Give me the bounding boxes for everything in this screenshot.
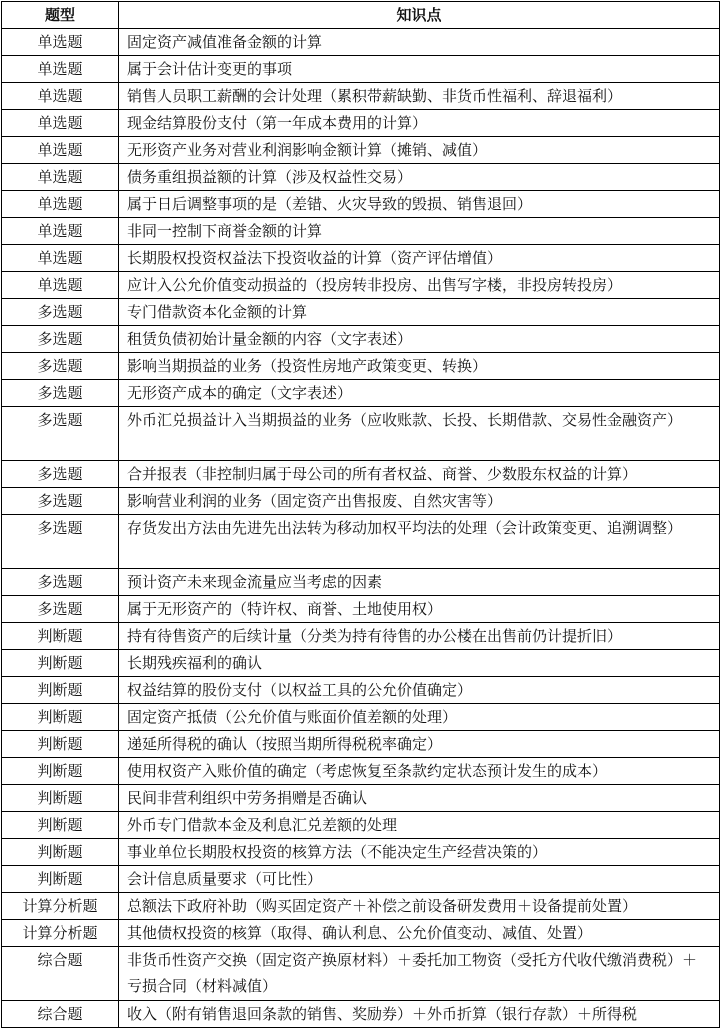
table-row: [2, 245, 720, 272]
question-type-cell: 多选题: [2, 461, 119, 488]
question-type-cell: 单选题: [2, 137, 119, 164]
knowledge-point-cell: 持有待售资产的后续计量（分类为持有待售的办公楼在出售前仍计提折旧）: [119, 623, 720, 650]
knowledge-point-cell: 其他债权投资的核算（取得、确认利息、公允价值变动、减值、处置）: [119, 920, 720, 947]
table-row: [2, 650, 720, 677]
table-body: [2, 29, 720, 1028]
question-type-cell: 计算分析题: [2, 920, 119, 947]
table-row: [2, 218, 720, 245]
knowledge-point-cell: 收入（附有销售退回条款的销售、奖励券）＋外币折算（银行存款）＋所得税: [119, 1001, 720, 1028]
knowledge-point-cell: 使用权资产入账价值的确定（考虑恢复至条款约定状态预计发生的成本）: [119, 758, 720, 785]
table-row: [2, 947, 720, 1001]
table-row: [2, 839, 720, 866]
table-row: [2, 1001, 720, 1028]
knowledge-point-cell: 现金结算股份支付（第一年成本费用的计算）: [119, 110, 720, 137]
knowledge-point-cell: 民间非营利组织中劳务捐赠是否确认: [119, 785, 720, 812]
question-type-cell: 单选题: [2, 29, 119, 56]
question-type-cell: 单选题: [2, 110, 119, 137]
table-row: [2, 380, 720, 407]
question-type-cell: 多选题: [2, 299, 119, 326]
table-row: [2, 785, 720, 812]
table-row: [2, 569, 720, 596]
knowledge-point-cell: 属于日后调整事项的是（差错、火灾导致的毁损、销售退回）: [119, 191, 720, 218]
exam-knowledge-table: [1, 1, 720, 1028]
question-type-cell: 单选题: [2, 164, 119, 191]
header-row: [2, 2, 720, 29]
table-row: [2, 596, 720, 623]
table-row: [2, 893, 720, 920]
knowledge-point-cell: 固定资产减值准备金额的计算: [119, 29, 720, 56]
table-row: [2, 488, 720, 515]
knowledge-point-cell: 存货发出方法由先进先出法转为移动加权平均法的处理（会计政策变更、追溯调整）: [119, 515, 720, 569]
knowledge-point-cell: 非货币性资产交换（固定资产换原材料）＋委托加工物资（受托方代收代缴消费税）＋亏损合同（材料减值）: [119, 947, 720, 1001]
question-type-cell: 多选题: [2, 596, 119, 623]
table-row: [2, 461, 720, 488]
table-row: [2, 299, 720, 326]
question-type-cell: 多选题: [2, 569, 119, 596]
question-type-cell: 单选题: [2, 83, 119, 110]
knowledge-point-cell: 销售人员职工薪酬的会计处理（累积带薪缺勤、非货币性福利、辞退福利）: [119, 83, 720, 110]
question-type-cell: 多选题: [2, 407, 119, 461]
table-row: [2, 164, 720, 191]
table-row: [2, 677, 720, 704]
question-type-cell: 判断题: [2, 785, 119, 812]
knowledge-point-cell: 固定资产抵债（公允价值与账面价值差额的处理）: [119, 704, 720, 731]
header-knowledge-point: 知识点: [119, 2, 720, 29]
knowledge-point-cell: 非同一控制下商誉金额的计算: [119, 218, 720, 245]
knowledge-point-cell: 递延所得税的确认（按照当期所得税税率确定）: [119, 731, 720, 758]
knowledge-point-cell: 债务重组损益额的计算（涉及权益性交易）: [119, 164, 720, 191]
table-row: [2, 407, 720, 461]
knowledge-point-cell: 租赁负债初始计量金额的内容（文字表述）: [119, 326, 720, 353]
table-row: [2, 623, 720, 650]
knowledge-point-cell: 长期股权投资权益法下投资收益的计算（资产评估增值）: [119, 245, 720, 272]
table-row: [2, 758, 720, 785]
question-type-cell: 判断题: [2, 731, 119, 758]
knowledge-point-cell: 会计信息质量要求（可比性）: [119, 866, 720, 893]
question-type-cell: 计算分析题: [2, 893, 119, 920]
knowledge-point-cell: 外币专门借款本金及利息汇兑差额的处理: [119, 812, 720, 839]
header-question-type: 题型: [2, 2, 119, 29]
knowledge-point-cell: 合并报表（非控制归属于母公司的所有者权益、商誉、少数股东权益的计算）: [119, 461, 720, 488]
knowledge-point-cell: 专门借款资本化金额的计算: [119, 299, 720, 326]
question-type-cell: 多选题: [2, 515, 119, 569]
table-row: [2, 110, 720, 137]
question-type-cell: 多选题: [2, 326, 119, 353]
question-type-cell: 判断题: [2, 839, 119, 866]
knowledge-point-cell: 影响营业利润的业务（固定资产出售报废、自然灾害等）: [119, 488, 720, 515]
table-row: [2, 83, 720, 110]
knowledge-point-cell: 属于会计估计变更的事项: [119, 56, 720, 83]
knowledge-point-cell: 事业单位长期股权投资的核算方法（不能决定生产经营决策的）: [119, 839, 720, 866]
question-type-cell: 判断题: [2, 704, 119, 731]
table-row: [2, 326, 720, 353]
knowledge-point-cell: 预计资产未来现金流量应当考虑的因素: [119, 569, 720, 596]
question-type-cell: 多选题: [2, 380, 119, 407]
table-row: [2, 272, 720, 299]
question-type-cell: 判断题: [2, 758, 119, 785]
question-type-cell: 判断题: [2, 677, 119, 704]
knowledge-point-cell: 影响当期损益的业务（投资性房地产政策变更、转换）: [119, 353, 720, 380]
knowledge-point-cell: 应计入公允价值变动损益的（投房转非投房、出售写字楼，非投房转投房）: [119, 272, 720, 299]
knowledge-point-cell: 长期残疾福利的确认: [119, 650, 720, 677]
question-type-cell: 单选题: [2, 56, 119, 83]
table-row: [2, 29, 720, 56]
question-type-cell: 综合题: [2, 947, 119, 1001]
question-type-cell: 判断题: [2, 623, 119, 650]
table-row: [2, 515, 720, 569]
knowledge-point-cell: 属于无形资产的（特许权、商誉、土地使用权）: [119, 596, 720, 623]
knowledge-point-cell: 外币汇兑损益计入当期损益的业务（应收账款、长投、长期借款、交易性金融资产）: [119, 407, 720, 461]
table-row: [2, 866, 720, 893]
question-type-cell: 单选题: [2, 245, 119, 272]
question-type-cell: 综合题: [2, 1001, 119, 1028]
question-type-cell: 判断题: [2, 866, 119, 893]
table-row: [2, 191, 720, 218]
question-type-cell: 多选题: [2, 488, 119, 515]
question-type-cell: 单选题: [2, 218, 119, 245]
knowledge-point-cell: 无形资产成本的确定（文字表述）: [119, 380, 720, 407]
knowledge-point-cell: 权益结算的股份支付（以权益工具的公允价值确定）: [119, 677, 720, 704]
table-row: [2, 137, 720, 164]
question-type-cell: 判断题: [2, 812, 119, 839]
table-row: [2, 920, 720, 947]
table-row: [2, 56, 720, 83]
question-type-cell: 单选题: [2, 191, 119, 218]
table-row: [2, 812, 720, 839]
table-row: [2, 704, 720, 731]
knowledge-point-cell: 总额法下政府补助（购买固定资产＋补偿之前设备研发费用＋设备提前处置）: [119, 893, 720, 920]
question-type-cell: 判断题: [2, 650, 119, 677]
table-row: [2, 353, 720, 380]
knowledge-point-cell: 无形资产业务对营业利润影响金额计算（摊销、减值）: [119, 137, 720, 164]
question-type-cell: 单选题: [2, 272, 119, 299]
question-type-cell: 多选题: [2, 353, 119, 380]
table-row: [2, 731, 720, 758]
